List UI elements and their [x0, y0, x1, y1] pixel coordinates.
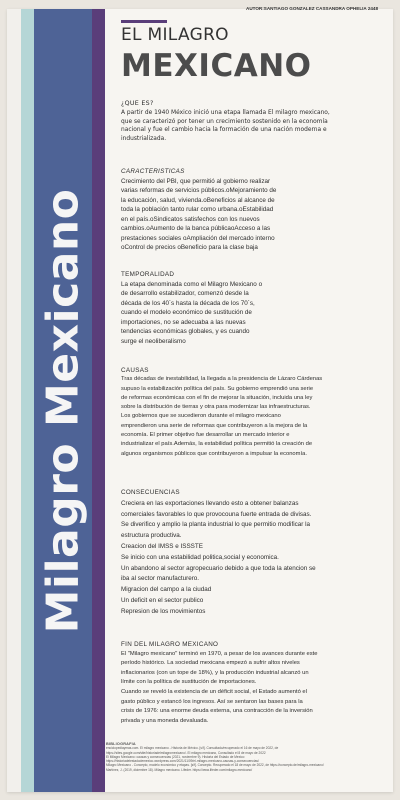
stripe-purple: [92, 9, 105, 792]
text-line: cambios.oAumento de la banca públicaoAcceso a las: [121, 225, 271, 232]
text-line: Tras décadas de inestabilidad, la llegada a la presidencia de Lázaro Cárdenas: [121, 376, 323, 383]
text-line: Crecimiento del PBI, que permitió al gobierno realizar: [121, 177, 271, 185]
text-line: década de los 40´s hasta la década de los 70´s,: [121, 299, 255, 307]
text-line: Creciera en las exportaciones llevando esto a obtener balanzas: [121, 499, 299, 507]
bibliography-entry: https://historiadelestadodemexico.wordpress.com/2021/11/09/el-milagro-mexicano-causas-y-consecuencias/: [106, 759, 259, 764]
bibliography: [106, 742, 378, 772]
section-heading: ¿QUE ES?: [121, 100, 154, 107]
text-line: Se diverifico y amplio la planta industrial lo que permitio modificar la: [121, 521, 310, 529]
text-line: privada y una moneda devaluada.: [121, 717, 209, 724]
text-line: cuando el modelo económico de sustitución de: [121, 309, 252, 316]
bibliography-entry: https://sites.google.com/site/historiadelmilagromexicano/. El milagro mexicano, Consultado el 8 de mayo de 2022: [106, 750, 266, 755]
text-line: supuso la estabilización política del país. Su gobierno emprendió una serie: [121, 385, 314, 392]
text-line: inflacionarios (con un tope de 18%), y la producción industrial alcanzó un: [121, 669, 309, 676]
text-line: Un deficit en el sector publico: [121, 596, 204, 604]
text-line: Cuando se reveló la existencia de un déficit social, el Estado aumentó el: [121, 688, 307, 695]
section-caracteristicas: [121, 167, 351, 253]
bibliography-heading: BIBLIOGRAFIA: [106, 742, 136, 746]
section-heading: CARACTERISTICAS: [121, 168, 185, 175]
section-que-es: [121, 100, 391, 144]
title-accent-bar: [121, 20, 167, 23]
text-line: algunos organismos públicos que contribuyeron a impulsar la economía.: [121, 450, 307, 457]
vertical-title: Milagro Mexicano: [37, 188, 89, 634]
text-line: Se inicio con una estabilidad politica,social y economica.: [121, 553, 279, 561]
text-line: industrializada.: [121, 136, 167, 143]
text-line: oControl de precios oBeneficio para la clase baja: [121, 244, 258, 251]
text-line: Migracion del campo a la ciudad: [121, 586, 212, 594]
text-line: industrializar el país.Además, la estabilidad política permitió la creación de: [121, 441, 313, 448]
section-temporalidad: [121, 270, 351, 346]
section-heading: FIN DEL MILAGRO MEXICANO: [121, 641, 219, 648]
text-line: emprendieron una serie de reformas que contribuyeron a la mejora de la: [121, 422, 308, 429]
text-line: crisis de 1976: una enorme deuda externa, una contracción de la inversión: [121, 708, 313, 715]
text-line: sobre la distribución de tierras y otra para modernizar las infraestructuras.: [121, 404, 311, 411]
text-line: Los gobiernos que se sucedieron durante el milagro mexicano: [121, 413, 281, 420]
text-line: límite con la política de sustitución de importaciones.: [121, 679, 257, 686]
section-heading: TEMPORALIDAD: [121, 271, 175, 278]
text-line: economía. El primer objetivo fue desarrollar un mercado interior e: [121, 432, 290, 439]
text-line: en el país.oSindicatos satisfechos con los nuevos: [121, 215, 260, 223]
text-line: Represion de los movimientos: [121, 607, 206, 615]
stripe-teal: [21, 9, 34, 792]
text-line: comerciales favorables lo que provocouna fuerte entrada de divisas.: [121, 510, 312, 518]
section-heading: CAUSAS: [121, 367, 149, 374]
text-line: varias reformas de servicios públicos.oMejoramiento de: [121, 187, 277, 194]
text-line: surge el neoliberalismo: [121, 337, 186, 345]
text-line: iba al sector manufacturero.: [121, 575, 200, 583]
text-line: importaciones, no se adecuaba a las nuevas: [121, 318, 246, 326]
title-line-2: MEXICANO: [121, 48, 312, 84]
text-line: Creacion del IMSS e ISSSTE: [121, 542, 203, 550]
text-line: prestaciones sociales oAmpliación del mercado interno: [121, 234, 275, 242]
text-line: nacional y fue el cambio hacia la formación de una nación moderna e: [121, 127, 327, 134]
bibliography-entry: Milagro Mexicano - Concepto, modelo económico y etapas. [s/f]. Concepto. Recuperado el 18 de mayo de 2022, de https://concepto.de/milagro-mexicano/: [106, 763, 324, 768]
author-label: AUTOR:SANTIAGO GONZALEZ CASSANDRA OPHELIA 2448: [246, 6, 379, 11]
text-line: de reformas económicas con el fin de mejorar la situación, incluida una ley: [121, 394, 313, 401]
text-line: período histórico. La sociedad mexicana empezó a sufrir altos niveles: [121, 660, 300, 667]
stripe-white: [7, 9, 21, 792]
text-line: Un abandono al sector agropecuario debido a que toda la atencion se: [121, 564, 316, 572]
text-line: la educación, salud, vivienda.oBeneficios al alcance de: [121, 196, 275, 204]
title-line-1: EL MILAGRO: [121, 25, 229, 45]
bibliography-entry: Martínez, J. (2019, diciembre 18). Milagro mexicano. Lifeder. https://www.lifeder.com/milagro-mexicano/: [106, 767, 253, 772]
text-line: gasto público y estancó los ingresos. Así se sentaron las bases para la: [121, 698, 303, 705]
text-line: A partir de 1940 México inició una etapa llamada El milagro mexicano,: [121, 109, 330, 116]
text-line: tendencias económicas globales, y es cuando: [121, 328, 250, 335]
text-line: La etapa denominada como el Milagro Mexicano o: [121, 280, 263, 288]
text-line: toda la población tanto rular como urbana.oEstabilidad: [121, 206, 274, 213]
section-causas: [121, 366, 393, 459]
bibliography-entry: enciclopediaymas.com. El milagro mexicano - Historia de México. [s/f]. Consultado/recuperado el 16 de mayo de 2022, de: [106, 746, 279, 751]
text-line: que se caracterizó por tener un crecimiento sostenido en la economía: [121, 118, 328, 125]
section-consecuencias: [121, 488, 383, 618]
text-line: El "Milagro mexicano" terminó en 1970, a pesar de los avances durante este: [121, 650, 318, 657]
text-line: estructura productiva.: [121, 532, 182, 540]
section-fin: [121, 640, 393, 726]
bibliography-entry: El Milagro Mexicano: causas y consecuencias (2021, noviembre 9). Historia del Estado de Mexico: [106, 754, 245, 759]
text-line: de desarrollo estabilizador, comenzó desde la: [121, 290, 249, 297]
section-heading: CONSECUENCIAS: [121, 489, 180, 496]
